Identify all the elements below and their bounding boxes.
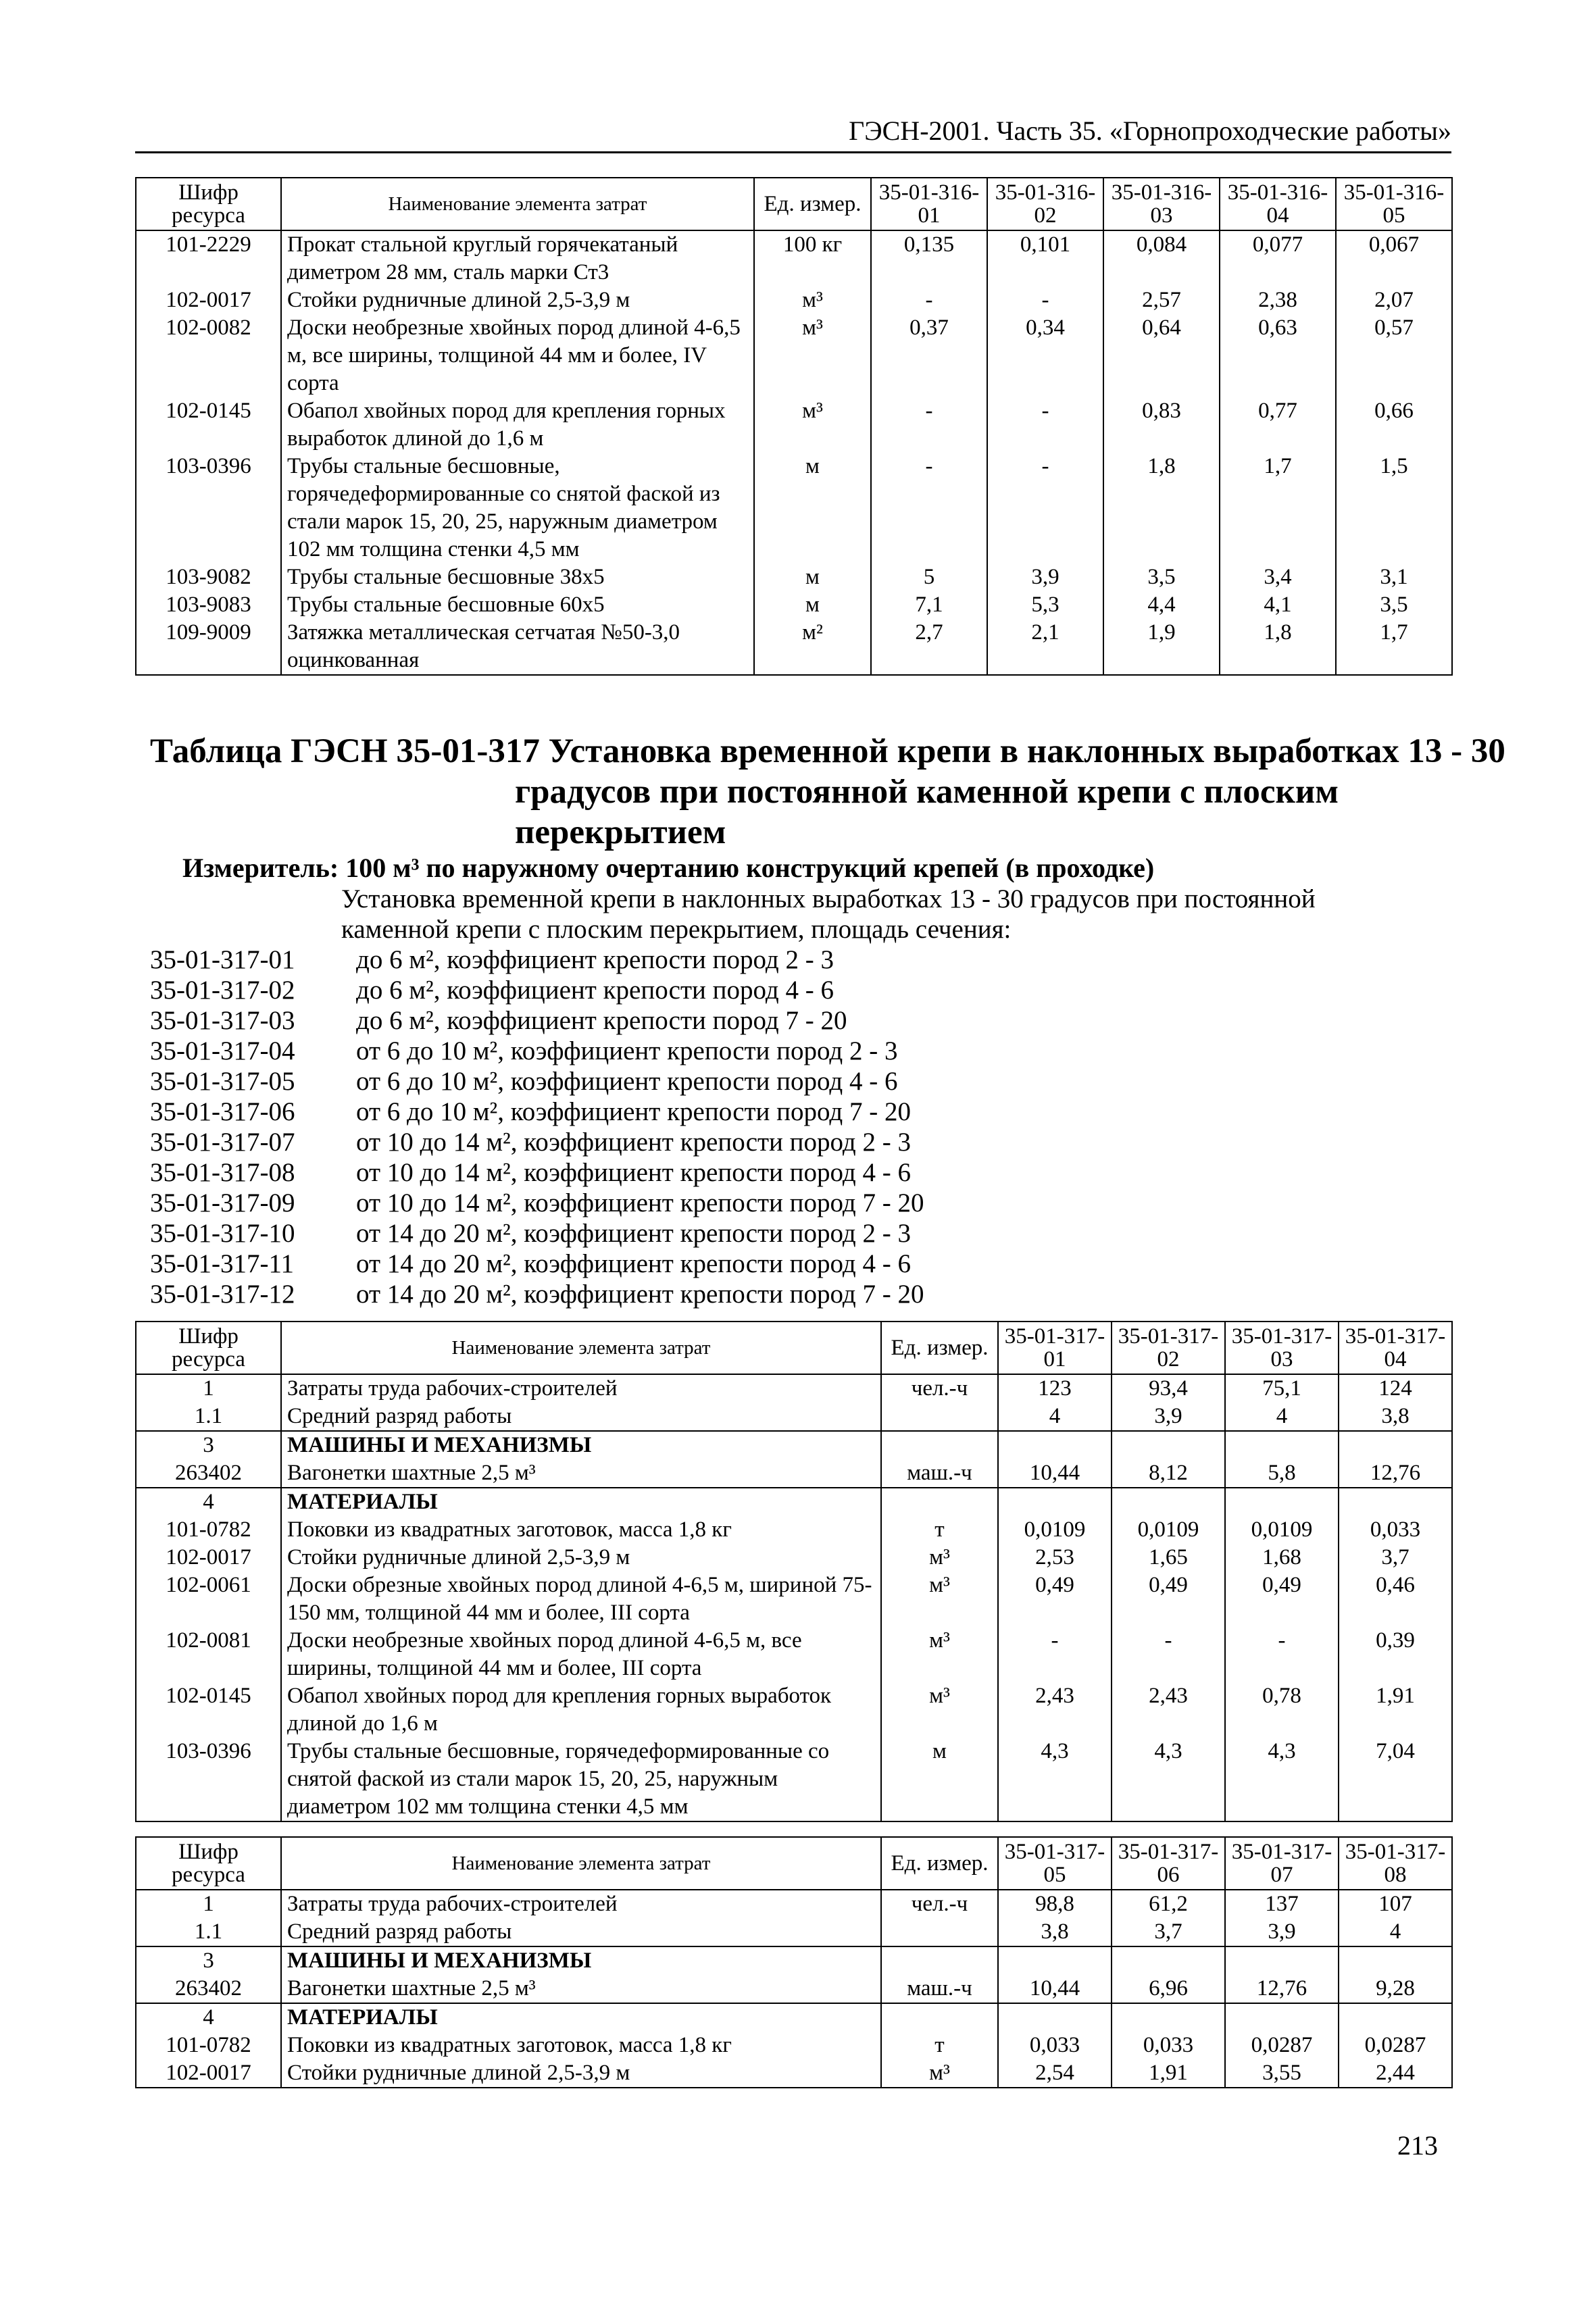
row-code: 102-0061 xyxy=(136,1571,281,1627)
row-value: - xyxy=(998,1627,1112,1682)
table-row xyxy=(136,619,1452,675)
row-unit xyxy=(881,1918,998,1946)
row-value xyxy=(998,1431,1112,1459)
row-value: 7,1 xyxy=(871,591,987,619)
table-row xyxy=(136,1516,1452,1544)
row-name: Трубы стальные бесшовные 60х5 xyxy=(281,591,754,619)
row-value: 0,0109 xyxy=(1225,1516,1339,1544)
header-col: 35-01-316-03 xyxy=(1103,178,1220,230)
row-value xyxy=(1112,2003,1225,2032)
header-unit: Ед. измер. xyxy=(754,178,871,230)
table-row xyxy=(136,2059,1452,2088)
section-title-line2: градусов при постоянной каменной крепи с плоским перекрытием xyxy=(515,773,1339,851)
header-col: 35-01-317-02 xyxy=(1112,1322,1225,1374)
row-name: Поковки из квадратных заготовок, масса 1,8 кг xyxy=(281,1516,881,1544)
code-text: от 10 до 14 м², коэффициент крепости пород 2 - 3 xyxy=(356,1128,911,1157)
table-row xyxy=(136,1571,1452,1627)
row-value: 1,91 xyxy=(1112,2059,1225,2088)
row-value: 3,8 xyxy=(1339,1403,1452,1431)
table-row xyxy=(136,1890,1452,1918)
row-value: 4,4 xyxy=(1103,591,1220,619)
table-row xyxy=(136,1918,1452,1946)
row-name: Доски необрезные хвойных пород длиной 4-6,5 м, все ширины, толщиной 44 мм и более, IV сорта xyxy=(281,314,754,397)
row-value: 2,07 xyxy=(1336,286,1452,314)
row-code: 103-0396 xyxy=(136,453,281,563)
header-col: 35-01-317-07 xyxy=(1225,1837,1339,1890)
row-code: 4 xyxy=(136,1488,281,1516)
row-value: - xyxy=(1112,1627,1225,1682)
code-text: от 6 до 10 м², коэффициент крепости пород 2 - 3 xyxy=(356,1036,898,1065)
table-header-row xyxy=(136,178,1452,230)
row-unit xyxy=(881,2003,998,2032)
row-name: Обапол хвойных пород для крепления горных выработок длиной до 1,6 м xyxy=(281,1682,881,1738)
page-number: 213 xyxy=(1397,2130,1438,2161)
row-value: 0,78 xyxy=(1225,1682,1339,1738)
row-code: 102-0017 xyxy=(136,1544,281,1571)
row-name: Затраты труда рабочих-строителей xyxy=(281,1890,881,1918)
row-value: 0,39 xyxy=(1339,1627,1452,1682)
row-code: 101-0782 xyxy=(136,1516,281,1544)
code: 35-01-317-05 xyxy=(150,1067,295,1096)
header-col: 35-01-317-08 xyxy=(1339,1837,1452,1890)
row-unit: м³ xyxy=(881,2059,998,2088)
table-row xyxy=(136,2032,1452,2059)
row-value xyxy=(1112,1431,1225,1459)
row-code: 3 xyxy=(136,1946,281,1975)
row-value: 1,7 xyxy=(1220,453,1336,563)
code-text: от 6 до 10 м², коэффициент крепости пород 7 - 20 xyxy=(356,1097,911,1126)
row-value: 3,7 xyxy=(1112,1918,1225,1946)
code-text: до 6 м², коэффициент крепости пород 7 - 20 xyxy=(356,1006,847,1035)
row-value: 0,0109 xyxy=(998,1516,1112,1544)
row-code: 1 xyxy=(136,1374,281,1403)
row-value: 0,067 xyxy=(1336,230,1452,286)
row-unit xyxy=(881,1403,998,1431)
header-rule xyxy=(135,151,1451,153)
row-value: 2,57 xyxy=(1103,286,1220,314)
row-value xyxy=(998,1946,1112,1975)
row-value: 3,1 xyxy=(1336,563,1452,591)
header-col: 35-01-316-01 xyxy=(871,178,987,230)
code: 35-01-317-01 xyxy=(150,945,295,974)
row-value: 137 xyxy=(1225,1890,1339,1918)
row-code: 3 xyxy=(136,1431,281,1459)
row-code: 103-0396 xyxy=(136,1738,281,1821)
row-value: 3,9 xyxy=(1225,1918,1339,1946)
table-row xyxy=(136,1459,1452,1488)
row-code: 102-0145 xyxy=(136,397,281,453)
row-code: 109-9009 xyxy=(136,619,281,675)
code-list-item xyxy=(150,1188,924,1218)
row-name: Трубы стальные бесшовные, горячедеформированные со снятой фаской из стали марок 15, 20, 25, наружным диаметром 102 мм толщина стенки 4,5 мм xyxy=(281,1738,881,1821)
row-value: 0,135 xyxy=(871,230,987,286)
code-list-item xyxy=(150,1249,924,1279)
row-value: 0,101 xyxy=(987,230,1103,286)
row-value: 107 xyxy=(1339,1890,1452,1918)
header-code: Шифр ресурса xyxy=(136,178,281,230)
table-row xyxy=(136,286,1452,314)
row-value: 2,7 xyxy=(871,619,987,675)
section-heading: МАТЕРИАЛЫ xyxy=(281,1488,881,1516)
running-header: ГЭСН-2001. Часть 35. «Горнопроходческие работы» xyxy=(849,116,1451,146)
row-value: 10,44 xyxy=(998,1975,1112,2003)
row-name: Доски обрезные хвойных пород длиной 4-6,5 м, шириной 75-150 мм, толщиной 44 мм и более, III сорта xyxy=(281,1571,881,1627)
row-value: 0,57 xyxy=(1336,314,1452,397)
row-code: 101-2229 xyxy=(136,230,281,286)
row-code: 102-0082 xyxy=(136,314,281,397)
row-name: Стойки рудничные длиной 2,5-3,9 м xyxy=(281,286,754,314)
code-list-item xyxy=(150,1127,924,1157)
row-unit: м xyxy=(754,563,871,591)
row-value: 4,3 xyxy=(1112,1738,1225,1821)
code-list-item xyxy=(150,1005,924,1036)
row-unit xyxy=(881,1488,998,1516)
row-unit: м xyxy=(881,1738,998,1821)
row-value: 5,8 xyxy=(1225,1459,1339,1488)
row-unit: маш.-ч xyxy=(881,1975,998,2003)
row-value: 4 xyxy=(1225,1403,1339,1431)
table-317-part1 xyxy=(135,1321,1453,1822)
header-col: 35-01-316-02 xyxy=(987,178,1103,230)
row-value: 0,033 xyxy=(998,2032,1112,2059)
table-316-continuation xyxy=(135,177,1453,676)
row-value: - xyxy=(987,397,1103,453)
row-unit: м³ xyxy=(754,314,871,397)
row-value: 75,1 xyxy=(1225,1374,1339,1403)
section-heading: МАТЕРИАЛЫ xyxy=(281,2003,881,2032)
header-name: Наименование элемента затрат xyxy=(281,178,754,230)
row-code: 263402 xyxy=(136,1975,281,2003)
code-list xyxy=(150,945,924,1309)
row-unit: м² xyxy=(754,619,871,675)
row-value: 1,91 xyxy=(1339,1682,1452,1738)
row-value xyxy=(1339,1431,1452,1459)
section-heading: МАШИНЫ И МЕХАНИЗМЫ xyxy=(281,1431,881,1459)
row-value: 1,9 xyxy=(1103,619,1220,675)
row-name: Доски необрезные хвойных пород длиной 4-6,5 м, все ширины, толщиной 44 мм и более, III сорта xyxy=(281,1627,881,1682)
row-unit: чел.-ч xyxy=(881,1890,998,1918)
row-code: 263402 xyxy=(136,1459,281,1488)
row-unit xyxy=(881,1946,998,1975)
row-unit: м³ xyxy=(881,1544,998,1571)
row-value: 0,0287 xyxy=(1339,2032,1452,2059)
row-name: Средний разряд работы xyxy=(281,1403,881,1431)
row-unit: м³ xyxy=(754,286,871,314)
row-value: 2,53 xyxy=(998,1544,1112,1571)
row-value: 98,8 xyxy=(998,1890,1112,1918)
row-value: 12,76 xyxy=(1339,1459,1452,1488)
row-name: Прокат стальной круглый горячекатаный диметром 28 мм, сталь марки Ст3 xyxy=(281,230,754,286)
row-name: Затраты труда рабочих-строителей xyxy=(281,1374,881,1403)
row-value: 0,63 xyxy=(1220,314,1336,397)
code-text: от 6 до 10 м², коэффициент крепости пород 4 - 6 xyxy=(356,1067,898,1096)
row-unit: чел.-ч xyxy=(881,1374,998,1403)
code-list-item xyxy=(150,945,924,975)
header-col: 35-01-317-03 xyxy=(1225,1322,1339,1374)
row-name: Средний разряд работы xyxy=(281,1918,881,1946)
row-value: 3,9 xyxy=(1112,1403,1225,1431)
code-list-item xyxy=(150,1066,924,1097)
row-value xyxy=(1112,1488,1225,1516)
row-value: 0,64 xyxy=(1103,314,1220,397)
row-code: 102-0017 xyxy=(136,2059,281,2088)
row-value: 0,0109 xyxy=(1112,1516,1225,1544)
table-row xyxy=(136,397,1452,453)
row-name: Стойки рудничные длиной 2,5-3,9 м xyxy=(281,1544,881,1571)
table-row xyxy=(136,1374,1452,1403)
row-value: 123 xyxy=(998,1374,1112,1403)
row-value: 2,43 xyxy=(1112,1682,1225,1738)
row-name: Трубы стальные бесшовные, горячедеформированные со снятой фаской из стали марок 15, 20, 25, наружным диаметром 102 мм толщина стенки 4,5 мм xyxy=(281,453,754,563)
row-name: Обапол хвойных пород для крепления горных выработок длиной до 1,6 м xyxy=(281,397,754,453)
row-unit: 100 кг xyxy=(754,230,871,286)
row-value xyxy=(1339,1946,1452,1975)
row-value: 1,65 xyxy=(1112,1544,1225,1571)
table-317-part2 xyxy=(135,1836,1453,2088)
row-unit: м³ xyxy=(754,397,871,453)
code-list-item xyxy=(150,1036,924,1066)
row-value: 0,34 xyxy=(987,314,1103,397)
row-code: 1 xyxy=(136,1890,281,1918)
table-row xyxy=(136,1627,1452,1682)
code-text: от 10 до 14 м², коэффициент крепости пород 7 - 20 xyxy=(356,1188,924,1217)
code-text: от 14 до 20 м², коэффициент крепости пород 7 - 20 xyxy=(356,1280,924,1309)
row-value xyxy=(1225,1946,1339,1975)
row-unit: м³ xyxy=(881,1627,998,1682)
row-code: 103-9083 xyxy=(136,591,281,619)
row-value: 0,37 xyxy=(871,314,987,397)
row-value: 7,04 xyxy=(1339,1738,1452,1821)
table-row xyxy=(136,1544,1452,1571)
row-unit xyxy=(881,1431,998,1459)
row-value: - xyxy=(987,286,1103,314)
row-value: 0,033 xyxy=(1339,1516,1452,1544)
row-value xyxy=(998,2003,1112,2032)
code: 35-01-317-07 xyxy=(150,1128,295,1157)
code: 35-01-317-08 xyxy=(150,1158,295,1187)
table-row xyxy=(136,314,1452,397)
code-list-item xyxy=(150,975,924,1005)
row-value xyxy=(1225,2003,1339,2032)
row-value: 2,43 xyxy=(998,1682,1112,1738)
row-value: - xyxy=(1225,1627,1339,1682)
row-unit: т xyxy=(881,2032,998,2059)
section-heading: МАШИНЫ И МЕХАНИЗМЫ xyxy=(281,1946,881,1975)
row-value: 4,3 xyxy=(1225,1738,1339,1821)
row-name: Трубы стальные бесшовные 38х5 xyxy=(281,563,754,591)
row-name: Поковки из квадратных заготовок, масса 1,8 кг xyxy=(281,2032,881,2059)
row-value: 93,4 xyxy=(1112,1374,1225,1403)
row-value: 4 xyxy=(998,1403,1112,1431)
row-value: 6,96 xyxy=(1112,1975,1225,2003)
section-title-line1: Таблица ГЭСН 35-01-317 Установка временной крепи в наклонных выработках 13 - 30 xyxy=(150,732,1505,770)
row-unit: маш.-ч xyxy=(881,1459,998,1488)
row-value: 1,68 xyxy=(1225,1544,1339,1571)
row-value: 2,38 xyxy=(1220,286,1336,314)
code: 35-01-317-11 xyxy=(150,1249,295,1278)
row-value: 4,1 xyxy=(1220,591,1336,619)
row-value: 3,55 xyxy=(1225,2059,1339,2088)
row-value: - xyxy=(871,286,987,314)
row-value: 0,77 xyxy=(1220,397,1336,453)
row-value xyxy=(1339,2003,1452,2032)
row-value: - xyxy=(987,453,1103,563)
row-code: 4 xyxy=(136,2003,281,2032)
row-value: 1,8 xyxy=(1220,619,1336,675)
row-code: 102-0081 xyxy=(136,1627,281,1682)
header-name: Наименование элемента затрат xyxy=(281,1837,881,1890)
table-row xyxy=(136,1738,1452,1821)
row-code: 101-0782 xyxy=(136,2032,281,2059)
row-value: 4 xyxy=(1339,1918,1452,1946)
row-value: 5,3 xyxy=(987,591,1103,619)
row-unit: м³ xyxy=(881,1571,998,1627)
row-value: 0,0287 xyxy=(1225,2032,1339,2059)
header-name: Наименование элемента затрат xyxy=(281,1322,881,1374)
header-unit: Ед. измер. xyxy=(881,1837,998,1890)
code: 35-01-317-09 xyxy=(150,1188,295,1217)
code-text: от 14 до 20 м², коэффициент крепости пород 4 - 6 xyxy=(356,1249,911,1278)
row-value: 0,084 xyxy=(1103,230,1220,286)
section-title xyxy=(150,731,1505,853)
row-value: 0,66 xyxy=(1336,397,1452,453)
row-value: 12,76 xyxy=(1225,1975,1339,2003)
code-text: от 10 до 14 м², коэффициент крепости пород 4 - 6 xyxy=(356,1158,911,1187)
row-value: 0,077 xyxy=(1220,230,1336,286)
code-list-item xyxy=(150,1097,924,1127)
section-intro: Установка временной крепи в наклонных выработках 13 - 30 градусов при постоянной каменной крепи с плоским перекрытием, площадь сечения: xyxy=(341,884,1316,944)
row-unit: м xyxy=(754,591,871,619)
row-value: 2,44 xyxy=(1339,2059,1452,2088)
row-value: 0,49 xyxy=(1112,1571,1225,1627)
row-value: 124 xyxy=(1339,1374,1452,1403)
table-header-row xyxy=(136,1837,1452,1890)
row-code: 102-0017 xyxy=(136,286,281,314)
row-value: - xyxy=(871,453,987,563)
code-text: до 6 м², коэффициент крепости пород 2 - 3 xyxy=(356,945,834,974)
header-col: 35-01-317-01 xyxy=(998,1322,1112,1374)
code-list-item xyxy=(150,1218,924,1249)
code: 35-01-317-06 xyxy=(150,1097,295,1126)
code: 35-01-317-02 xyxy=(150,976,295,1005)
code-list-item xyxy=(150,1157,924,1188)
code-text: от 14 до 20 м², коэффициент крепости пород 2 - 3 xyxy=(356,1219,911,1248)
row-code: 1.1 xyxy=(136,1403,281,1431)
row-value: 0,49 xyxy=(998,1571,1112,1627)
table-row xyxy=(136,230,1452,286)
row-value: 9,28 xyxy=(1339,1975,1452,2003)
row-value: 3,4 xyxy=(1220,563,1336,591)
row-value xyxy=(1225,1431,1339,1459)
row-value: 3,5 xyxy=(1103,563,1220,591)
header-code: Шифр ресурса xyxy=(136,1322,281,1374)
measure-unit: Измеритель: 100 м³ по наружному очертанию конструкций крепей (в проходке) xyxy=(182,853,1155,883)
table-row xyxy=(136,1403,1452,1431)
table-row xyxy=(136,563,1452,591)
header-col: 35-01-316-05 xyxy=(1336,178,1452,230)
row-value xyxy=(1225,1488,1339,1516)
table-row-section xyxy=(136,1946,1452,1975)
table-row xyxy=(136,453,1452,563)
row-value: 2,54 xyxy=(998,2059,1112,2088)
code: 35-01-317-12 xyxy=(150,1280,295,1309)
row-code: 103-9082 xyxy=(136,563,281,591)
table-header-row xyxy=(136,1322,1452,1374)
row-value xyxy=(1339,1488,1452,1516)
row-value: 5 xyxy=(871,563,987,591)
row-code: 102-0145 xyxy=(136,1682,281,1738)
code-list-item xyxy=(150,1279,924,1309)
row-name: Вагонетки шахтные 2,5 м³ xyxy=(281,1459,881,1488)
table-row xyxy=(136,591,1452,619)
row-value: 4,3 xyxy=(998,1738,1112,1821)
row-value: 3,5 xyxy=(1336,591,1452,619)
row-value: 0,49 xyxy=(1225,1571,1339,1627)
row-unit: м³ xyxy=(881,1682,998,1738)
row-value: 10,44 xyxy=(998,1459,1112,1488)
row-value: 3,9 xyxy=(987,563,1103,591)
code-text: до 6 м², коэффициент крепости пород 4 - 6 xyxy=(356,976,834,1005)
row-name: Затяжка металлическая сетчатая №50-3,0 оцинкованная xyxy=(281,619,754,675)
row-value: 61,2 xyxy=(1112,1890,1225,1918)
header-col: 35-01-316-04 xyxy=(1220,178,1336,230)
row-value: 0,46 xyxy=(1339,1571,1452,1627)
header-col: 35-01-317-06 xyxy=(1112,1837,1225,1890)
row-value: 2,1 xyxy=(987,619,1103,675)
code: 35-01-317-10 xyxy=(150,1219,295,1248)
table-row xyxy=(136,1682,1452,1738)
row-value: 3,7 xyxy=(1339,1544,1452,1571)
header-col: 35-01-317-05 xyxy=(998,1837,1112,1890)
code: 35-01-317-04 xyxy=(150,1036,295,1065)
row-value xyxy=(998,1488,1112,1516)
row-unit: т xyxy=(881,1516,998,1544)
row-value xyxy=(1112,1946,1225,1975)
table-row-section xyxy=(136,2003,1452,2032)
row-value: 8,12 xyxy=(1112,1459,1225,1488)
row-name: Стойки рудничные длиной 2,5-3,9 м xyxy=(281,2059,881,2088)
row-value: - xyxy=(871,397,987,453)
row-name: Вагонетки шахтные 2,5 м³ xyxy=(281,1975,881,2003)
row-code: 1.1 xyxy=(136,1918,281,1946)
header-col: 35-01-317-04 xyxy=(1339,1322,1452,1374)
row-value: 0,83 xyxy=(1103,397,1220,453)
row-value: 1,8 xyxy=(1103,453,1220,563)
row-value: 0,033 xyxy=(1112,2032,1225,2059)
table-row-section xyxy=(136,1488,1452,1516)
code: 35-01-317-03 xyxy=(150,1006,295,1035)
row-unit: м xyxy=(754,453,871,563)
table-row-section xyxy=(136,1431,1452,1459)
header-unit: Ед. измер. xyxy=(881,1322,998,1374)
row-value: 1,7 xyxy=(1336,619,1452,675)
table-row xyxy=(136,1975,1452,2003)
row-value: 1,5 xyxy=(1336,453,1452,563)
row-value: 3,8 xyxy=(998,1918,1112,1946)
header-code: Шифр ресурса xyxy=(136,1837,281,1890)
